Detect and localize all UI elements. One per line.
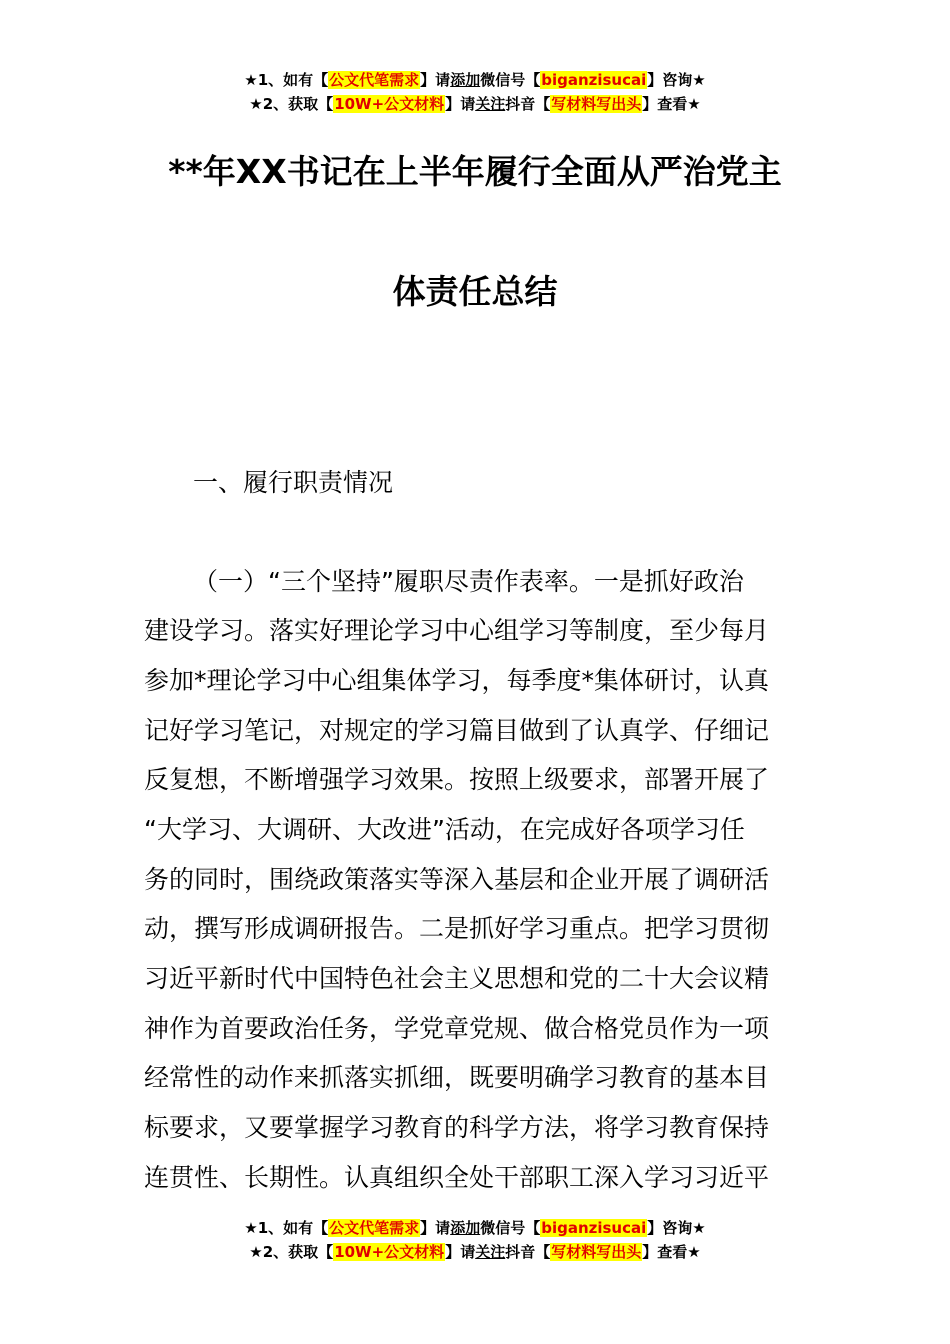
paragraph-line: 连贯性、长期性。认真组织全处干部职工深入学习习近平 xyxy=(144,1163,770,1192)
banner-text: ★2、获取【 xyxy=(249,1243,334,1261)
banner-text: 抖音【 xyxy=(505,1243,551,1261)
banner-line-2 xyxy=(0,92,950,116)
banner-text: ★1、如有【 xyxy=(244,1219,329,1237)
paragraph-line: 务的同时，围绕政策落实等深入基层和企业开展了调研活 xyxy=(144,865,770,894)
section-heading: 一、履行职责情况 xyxy=(193,468,394,497)
banner-highlight: 公文代笔需求 xyxy=(329,71,420,89)
banner-text: 】查看★ xyxy=(642,1243,701,1261)
banner-highlight: 写材料写出头 xyxy=(551,1243,642,1261)
paragraph-line: 反复想，不断增强学习效果。按照上级要求，部署开展了 xyxy=(144,765,770,794)
footer-banner xyxy=(0,1216,950,1264)
banner-underline: 添加 xyxy=(450,1219,481,1237)
banner-text: ★1、如有【 xyxy=(244,71,329,89)
banner-text: 】咨询★ xyxy=(647,1219,706,1237)
banner-text: 】请 xyxy=(445,1243,476,1261)
banner-text: 微信号【 xyxy=(480,71,541,89)
banner-highlight: biganzisucai xyxy=(541,71,647,89)
banner-highlight: 10W+公文材料 xyxy=(334,95,445,113)
banner-line-1 xyxy=(0,68,950,92)
paragraph-line: 建设学习。落实好理论学习中心组学习等制度，至少每月 xyxy=(144,616,770,645)
banner-highlight: 公文代笔需求 xyxy=(329,1219,420,1237)
paragraph-line: 记好学习笔记，对规定的学习篇目做到了认真学、仔细记 xyxy=(144,716,770,745)
banner-text: 】查看★ xyxy=(642,95,701,113)
banner-underline: 关注 xyxy=(475,1243,506,1261)
banner-text: 】咨询★ xyxy=(647,71,706,89)
paragraph-line: （一）“三个坚持”履职尽责作表率。一是抓好政治 xyxy=(193,567,744,596)
banner-highlight: 10W+公文材料 xyxy=(334,1243,445,1261)
document-title-line-2: 体责任总结 xyxy=(392,272,558,311)
banner-underline: 关注 xyxy=(475,95,506,113)
banner-highlight: biganzisucai xyxy=(541,1219,647,1237)
banner-text: ★2、获取【 xyxy=(249,95,334,113)
banner-underline: 添加 xyxy=(450,71,481,89)
paragraph-line: 参加*理论学习中心组集体学习，每季度*集体研讨，认真 xyxy=(144,666,770,695)
paragraph-line: 习近平新时代中国特色社会主义思想和党的二十大会议精 xyxy=(144,964,770,993)
paragraph-line: 神作为首要政治任务，学党章党规、做合格党员作为一项 xyxy=(144,1014,770,1043)
banner-text: 】请 xyxy=(420,1219,451,1237)
header-banner xyxy=(0,68,950,116)
document-title-line-1: **年XX书记在上半年履行全面从严治党主 xyxy=(168,152,782,191)
banner-text: 微信号【 xyxy=(480,1219,541,1237)
paragraph-line: 动，撰写形成调研报告。二是抓好学习重点。把学习贯彻 xyxy=(144,914,770,943)
banner-text: 抖音【 xyxy=(505,95,551,113)
banner-line-1 xyxy=(0,1216,950,1240)
paragraph-line: 经常性的动作来抓落实抓细，既要明确学习教育的基本目 xyxy=(144,1063,770,1092)
paragraph-line: 标要求，又要掌握学习教育的科学方法，将学习教育保持 xyxy=(144,1113,770,1142)
paragraph-line: “大学习、大调研、大改进”活动，在完成好各项学习任 xyxy=(144,815,745,844)
banner-line-2 xyxy=(0,1240,950,1264)
banner-text: 】请 xyxy=(420,71,451,89)
banner-text: 】请 xyxy=(445,95,476,113)
banner-highlight: 写材料写出头 xyxy=(551,95,642,113)
